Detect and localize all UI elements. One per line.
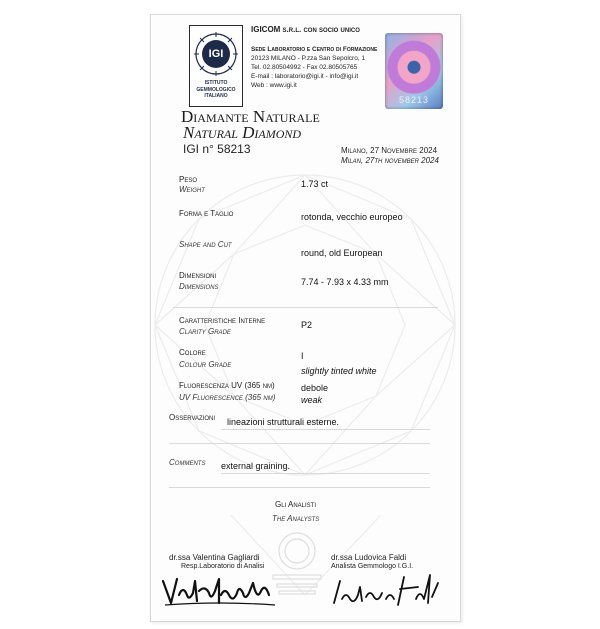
- shape-value-en: round, old European: [301, 248, 383, 258]
- analyst-right-role: Analista Gemmologo I.G.I.: [331, 563, 414, 570]
- lab-address-line: Tel. 02.80504992 - Fax 02.80505765: [251, 64, 358, 71]
- fluorescence-label-en: UV Fluorescence (365 nm): [179, 393, 276, 402]
- lab-name: IGICOM s.r.l. con socio unico: [251, 25, 360, 34]
- igi-logo-caption: ISTITUTO GEMMOLOGICO ITALIANO: [196, 80, 236, 99]
- divider: [173, 307, 438, 308]
- igi-logo: [189, 25, 243, 107]
- hologram-number: 58213: [398, 95, 430, 105]
- clarity-label: Caratteristiche Interne: [179, 316, 266, 325]
- clarity-value: P2: [301, 320, 313, 330]
- analyst-right-name: dr.ssa Ludovica Faldi: [331, 553, 407, 562]
- colour-value: I: [301, 351, 304, 361]
- lab-address-line: 20123 MILANO - P.zza San Sepolcro, 1: [251, 55, 366, 62]
- observations-line: [169, 443, 430, 444]
- dimensions-label-en: Dimensions: [179, 282, 219, 291]
- security-hologram: [385, 33, 443, 109]
- analysts-header-en: The Analysts: [272, 514, 320, 523]
- fluorescence-value-en: weak: [301, 395, 323, 405]
- lab-address-line: E-mail : laboratorio@igi.it - info@igi.it: [251, 73, 359, 80]
- weight-label-en: Weight: [179, 185, 205, 194]
- comments-line: [221, 473, 430, 474]
- issue-date-italian: Milano, 27 Novembre 2024: [341, 146, 438, 155]
- colour-label: Colore: [179, 348, 206, 357]
- observations-label: Osservazioni: [169, 413, 216, 422]
- observations-line: [221, 429, 430, 430]
- comments-line: [169, 487, 430, 488]
- shape-label-en: Shape and Cut: [179, 240, 232, 249]
- dimensions-value: 7.74 - 7.93 x 4.33 mm: [301, 277, 389, 287]
- comments-value: external graining.: [221, 461, 291, 471]
- certificate-number: IGI n° 58213: [183, 142, 251, 156]
- observations-value: lineazioni strutturali esterne.: [227, 417, 340, 427]
- colour-label-en: Colour Grade: [179, 360, 232, 369]
- dimensions-label: Dimensioni: [179, 271, 217, 280]
- analyst-right-signature: [326, 569, 446, 611]
- fluorescence-label: Fluorescenza UV (365 nm): [179, 381, 275, 390]
- analyst-left-signature: [159, 571, 279, 611]
- analyst-left-name: dr.ssa Valentina Gagliardi: [169, 553, 260, 562]
- lab-address-line: Web : www.igi.it: [251, 82, 297, 89]
- fluorescence-value: debole: [301, 383, 329, 393]
- colour-value-en: slightly tinted white: [301, 366, 377, 376]
- analysts-header: Gli Analisti: [275, 500, 317, 509]
- title-english: Natural Diamond: [183, 123, 302, 142]
- title-italian: Diamante Naturale: [181, 107, 320, 126]
- comments-label: Comments: [169, 458, 206, 467]
- clarity-label-en: Clarity Grade: [179, 327, 231, 336]
- shape-label: Forma e Taglio: [179, 209, 234, 218]
- certificate-card: [150, 14, 461, 622]
- weight-label: Peso: [179, 175, 198, 184]
- igi-logo-text: IGI: [208, 48, 224, 60]
- lab-address-line: Sede Laboratorio e Centro di Formazione: [251, 46, 378, 53]
- issue-date-english: Milan, 27th november 2024: [341, 156, 439, 165]
- analyst-left-role: Resp.Laboratorio di Analisi: [181, 563, 265, 570]
- shape-value: rotonda, vecchio europeo: [301, 212, 403, 222]
- weight-value: 1.73 ct: [301, 179, 329, 189]
